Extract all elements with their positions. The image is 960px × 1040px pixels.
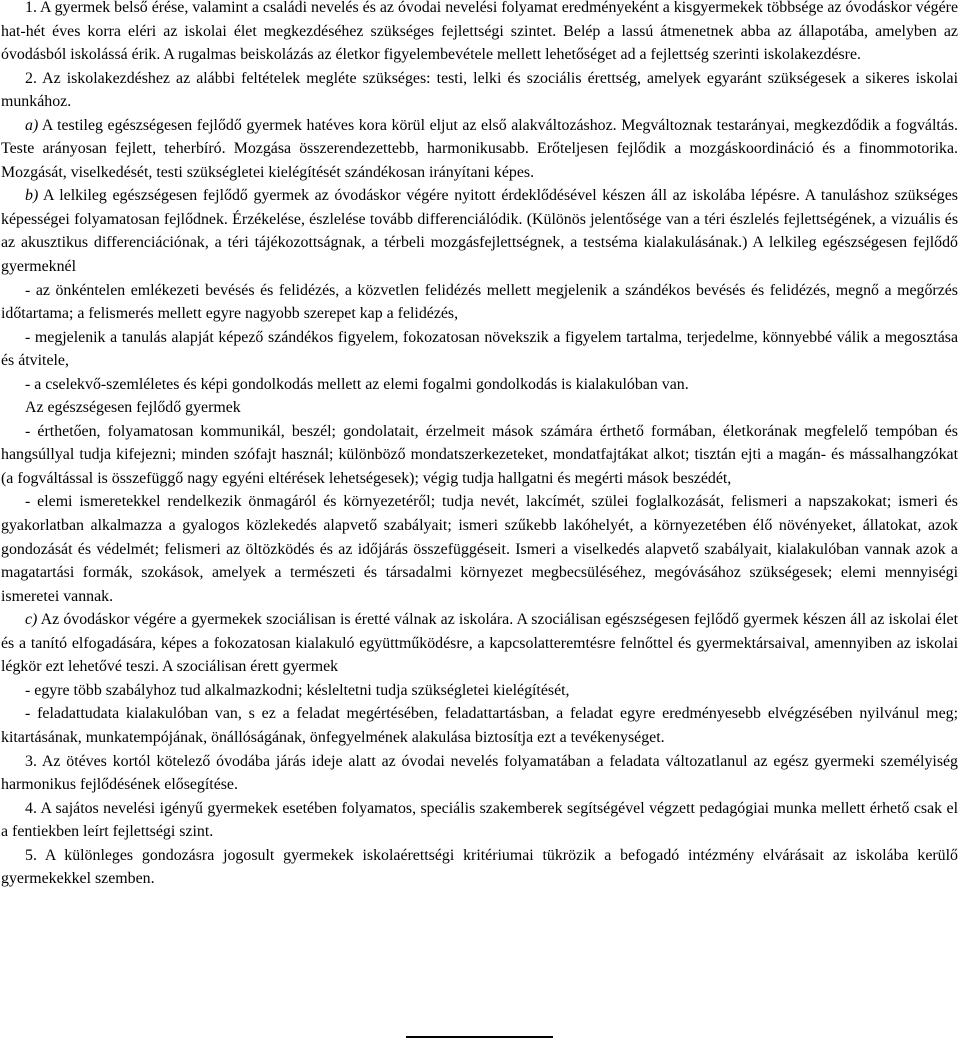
paragraph-2c [1, 608, 958, 679]
paragraph-text: - a cselekvő-szemléletes és képi gondolkodás mellett az elemi fogalmi gondolkodás is kialakulóban van. [25, 375, 689, 393]
dash-item [1, 702, 958, 749]
paragraph-text: 4. A sajátos nevelési igényű gyermekek esetében folyamatos, speciális szakemberek segítségével végzett pedagógiai munka mellett érhető csak el a fentiekben leírt fejlettségi szint. [1, 799, 958, 841]
paragraph-text: A lelkileg egészségesen fejlődő gyermek az óvodáskor végére nyitott érdeklődésével készen áll az iskolába lépésre. A tanuláshoz szükséges képességei folyamatosan fejlődnek. Érzékelése, észlelése tovább differenciálódik. (Különös jelentősége van a téri észlelés fejlettségének, a vizuális és az akusztikus differenciációnak, a téri tájékozottságnak, a térbeli mozgásfejlettségnek, a testséma kialakulásának.) A lelkileg egészségesen fejlődő gyermeknél [1, 187, 958, 276]
paragraph-text: Az óvodáskor végére a gyermekek szociálisan is éretté válnak az iskolára. A szociálisan egészségesen fejlődő gyermek készen áll az iskolai élet és a tanító elfogadására, képes a fokozatosan kialakuló együttműködésre, a kapcsolatteremtésre felnőttel és gyermektársaival, amennyiben az iskolai légkör ezt lehetővé teszi. A szociálisan érett gyermek [1, 611, 958, 676]
paragraph-text: 3. Az ötéves kortól kötelező óvodába járás ideje alatt az óvodai nevelés folyamatában a feladata változatlanul az egész gyermeki személyiség harmonikus fejlődésének elősegítése. [1, 752, 958, 794]
dash-item [1, 326, 958, 373]
paragraph-text: Az egészségesen fejlődő gyermek [25, 399, 241, 417]
paragraph-text: 1. A gyermek belső érése, valamint a családi nevelés és az óvodai nevelési folyamat eredményeként a kisgyermekek többsége az óvodáskor végére hat-hét éves korra eléri az iskolai élet megkezdéséhez szükséges fejlettségi szintet. Belép a lassú átmenetnek abba az állapotába, amelyben az óvodásból iskolássá érik. A rugalmas beiskolázás az életkor figyelembevétele mellett lehetőséget ad a fejlettség szerinti iskolakezdésre. [1, 0, 958, 64]
paragraph-5 [1, 844, 958, 891]
dash-item [1, 420, 958, 491]
paragraph-heading [1, 396, 958, 420]
paragraph-text: A testileg egészségesen fejlődő gyermek hatéves kora körül eljut az első alakváltozáshoz. Megváltoznak testarányai, megkezdődik a fogváltás. Teste arányosan fejlett, teherbíró. Mozgása összerendezettebb, harmonikusabb. Erőteljesen fejlődik a mozgáskoordináció és a finommotorika. Mozgását, viselkedését, testi szükségletei kielégítését szándékosan irányítani képes. [1, 116, 958, 181]
paragraph-text: - érthetően, folyamatosan kommunikál, beszél; gondolatait, érzelmeit mások számára érthető formában, életkorának megfelelő tempóban és hangsúllyal tudja kifejezni; minden szófajt használ; különböző mondatszerkezeteket, mondatfajtákat alkot; tisztán ejti a magán- és mássalhangzókat (a fogváltással is összefüggő nagy egyéni eltérések lehetségesek); végig tudja hallgatni és megérti mások beszédét, [1, 422, 958, 487]
dash-item [1, 279, 958, 326]
paragraph-text: - egyre több szabályhoz tud alkalmazkodni; késleltetni tudja szükségletei kielégítését, [25, 681, 570, 699]
footnote-separator [406, 1036, 553, 1038]
document-body [1, 0, 958, 891]
paragraph-text: - az önkéntelen emlékezeti bevésés és felidézés, a közvetlen felidézés mellett megjelenik a szándékos bevésés és felidézés, megnő a megőrzés időtartama; a felismerés mellett egyre nagyobb szerepet kap a felidézés, [1, 281, 958, 323]
list-marker: c) [25, 611, 38, 629]
paragraph-text: - feladattudata kialakulóban van, s ez a feladat megértésében, feladattartásban, a feladat egyre eredményesebb elvégzésében nyilvánul meg; kitartásának, munkatempójának, önállóságának, önfegyelmének alakulása biztosítja ezt a tevékenységet. [1, 705, 958, 746]
list-marker: a) [25, 116, 39, 134]
paragraph-4 [1, 797, 958, 844]
paragraph-text: 2. Az iskolakezdéshez az alábbi feltételek megléte szükséges: testi, lelki és szociális érettség, amelyek egyaránt szükségesek a sikeres iskolai munkához. [1, 69, 958, 111]
paragraph-1 [1, 0, 958, 67]
paragraph-text: - elemi ismeretekkel rendelkezik önmagáról és környezetéről; tudja nevét, lakcímét, szülei foglalkozását, felismeri a napszakokat; ismeri és gyakorlatban alkalmazza a gyalogos közlekedés alapvető szabályait; ismeri szűkebb lakóhelyét, a környezetében élő növényeket, állatokat, azok gondozását és védelmét; felismeri az öltözködés és az időjárás összefüggéseit. Ismeri a viselkedés alapvető szabályait, kialakulóban vannak azok a magatartási formák, szokások, amelyek a természeti és társadalmi környezet megbecsüléséhez, megóvásához szükségesek; elemi mennyiségi ismeretei vannak. [1, 493, 958, 605]
paragraph-2a [1, 114, 958, 185]
dash-item [1, 679, 958, 703]
paragraph-text: - megjelenik a tanulás alapját képező szándékos figyelem, fokozatosan növekszik a figyelem tartalma, terjedelme, könnyebbé válik a megosztása és átvitele, [1, 328, 958, 370]
list-marker: b) [25, 187, 39, 205]
paragraph-2 [1, 67, 958, 114]
paragraph-3 [1, 750, 958, 797]
paragraph-2b [1, 184, 958, 278]
dash-item [1, 490, 958, 608]
dash-item [1, 373, 958, 397]
paragraph-text: 5. A különleges gondozásra jogosult gyermekek iskolaérettségi kritériumai tükrözik a befogadó intézmény elvárásait az iskolába kerülő gyermekekkel szemben. [1, 846, 958, 888]
